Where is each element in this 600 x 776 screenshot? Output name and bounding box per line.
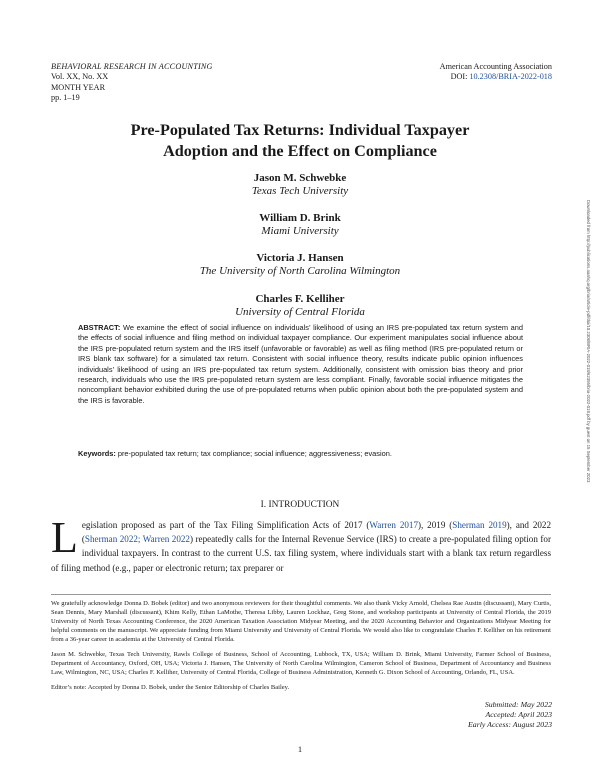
author-affiliation: The University of North Carolina Wilmington xyxy=(199,265,401,277)
acknowledgment-note: We gratefully acknowledge Donna D. Bobek (editor) and two anonymous reviewers for their thoughtful comments. We also thank Vicky Arnold, Chelsea Rae Austin (discussant), Mary Curtis, Sean Dennis, Mary Marshall (discussant), Khim Kelly, Ethan LaMothe, Theresa Libby, Lauren Lockhaz, Greg Stone, and workshop participants at University of Central Florida, the 2019 University of North Texas Accounting Conference, the 2020 American Taxation Association Midyear Meeting, and the 2020 Accounting Behavior and Organizations Midyear Meeting for helpful comments on the manuscript. We appreciate funding from Miami University and University of Central Florida. We would also like to congratulate Charles F. Kelliher on his retirement from a 36-year career in academia at the University of Central Florida. xyxy=(51,600,551,643)
keywords-label: Keywords: xyxy=(78,449,116,458)
author-affiliation: University of Central Florida xyxy=(235,306,365,318)
journal-name: BEHAVIORAL RESEARCH IN ACCOUNTING xyxy=(51,62,213,71)
section-heading: I. INTRODUCTION xyxy=(260,500,340,510)
early-access-date: Early Access: August 2023 xyxy=(468,720,552,730)
doi-prefix: DOI: xyxy=(450,72,470,82)
citation-link[interactable]: Sherman 2022; Warren 2022 xyxy=(84,534,190,545)
footnote-divider xyxy=(51,594,551,595)
intro-paragraph xyxy=(51,513,552,575)
author-block-4 xyxy=(60,293,540,319)
article-title xyxy=(60,120,540,161)
publisher-name: American Accounting Association xyxy=(439,62,552,71)
abstract-label: ABSTRACT: xyxy=(78,323,121,332)
keywords-text: pre-populated tax return; tax compliance; social influence; aggressiveness; evasion. xyxy=(115,449,392,458)
citation-link[interactable]: Sherman 2019 xyxy=(452,520,507,530)
doi-line xyxy=(440,72,552,82)
drop-cap: L xyxy=(51,513,78,562)
author-affiliation: Miami University xyxy=(261,225,339,237)
author-affiliation: Texas Tech University xyxy=(251,185,349,197)
download-watermark: Downloaded from http://publications.aaahq.org/bria/article-pdf/doi/10.2308/BRIA-2022-018/62355/bria-2022-018.pdf by guest on 15 September 2023 xyxy=(586,200,591,483)
title-line-2: Adoption and the Effect on Compliance xyxy=(163,141,437,160)
keywords xyxy=(78,449,523,459)
editor-note: Editor’s note: Accepted by Donna D. Bobek, under the Senior Editorship of Charles Bailey. xyxy=(51,684,290,691)
page-range: pp. 1–19 xyxy=(51,93,80,103)
author-block-1 xyxy=(60,172,540,198)
submission-dates xyxy=(468,700,552,731)
author-block-3 xyxy=(60,252,540,278)
volume-issue: Vol. XX, No. XX xyxy=(51,72,109,82)
author-block-2 xyxy=(60,212,540,238)
author-name: Victoria J. Hansen xyxy=(256,252,344,264)
intro-text-3: ), and 2022 ( xyxy=(81,520,552,545)
author-name: Jason M. Schwebke xyxy=(253,172,347,184)
abstract-text: We examine the effect of social influence on individuals’ likelihood of using an IRS pre-populated tax return system and the effects of social influence and filing method on individual taxpayer compliance. Our experiment manipulates social influence about the IRS pre-populated return system and the IRS itself (unfavorable or favorable) as well as filing method (IRS pre-populated return or IRS blank tax software) for a simulated tax return. Consistent with social influence theory, results indicate public opinion influences individuals’ likelihood of using an IRS pre-populated tax return system. Additionally, consistent with omission bias theory and prior research, individuals who use the IRS pre-populated return system are less compliant. Finally, favorable social influence mitigates the noncompliant behavior exhibited during the use of pre-populated returns when public opinion about both the pre-populated system and the IRS is favorable. xyxy=(78,323,523,405)
running-header-left xyxy=(51,62,213,104)
accepted-date: Accepted: April 2023 xyxy=(485,710,552,720)
abstract xyxy=(78,323,523,406)
page-number: 1 xyxy=(297,744,303,754)
running-header-right xyxy=(440,62,552,83)
month-year: MONTH YEAR xyxy=(51,82,106,92)
intro-text-1: egislation proposed as part of the Tax Filing Simplification Acts of 2017 ( xyxy=(81,520,370,530)
author-name: Charles F. Kelliher xyxy=(255,293,345,305)
author-name: William D. Brink xyxy=(259,212,341,224)
submitted-date: Submitted: May 2022 xyxy=(484,700,552,709)
citation-link[interactable]: Warren 2017 xyxy=(369,520,419,530)
author-affiliations-note: Jason M. Schwebke, Texas Tech University, Rawls College of Business, School of Accounting, Lubbock, TX, USA; William D. Brink, Miami University, Farmer School of Business, Department of Accountancy, Oxford, OH, USA; Victoria J. Hansen, The University of North Carolina Wilmington, Cameron School of Business, Department of Accountancy and Business Law, Wilmington, NC, USA; Charles F. Kelliher, University of Central Florida, College of Business Administration, Kenneth G. Dixon School of Accounting, Orlando, FL, USA. xyxy=(51,651,551,676)
doi-link[interactable]: 10.2308/BRIA-2022-018 xyxy=(469,72,552,82)
intro-text-4: ) repeatedly calls for the Internal Revenue Service (IRS) to create a pre-populated filing option for individual taxpayers. In contrast to the current U.S. tax filing system, where individuals start with a blank tax return regardless of filing method (e.g., paper or electronic return; tax preparer or xyxy=(51,534,551,573)
title-line-1: Pre-Populated Tax Returns: Individual Taxpayer xyxy=(130,121,470,139)
intro-text-2: ), 2019 ( xyxy=(418,520,453,530)
